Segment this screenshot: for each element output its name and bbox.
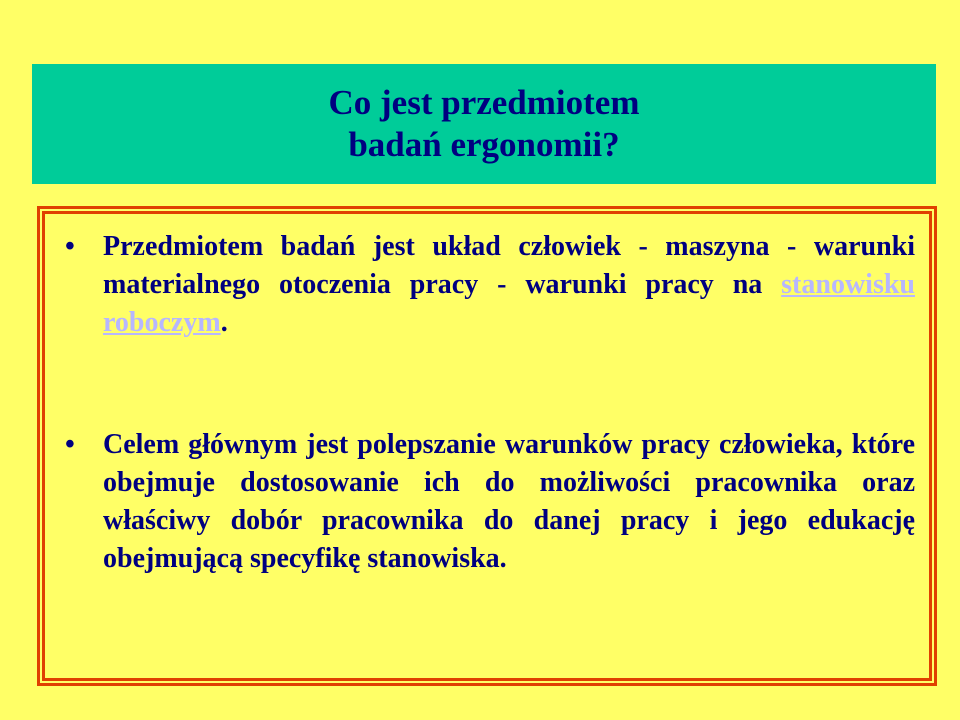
bullet-text-subject-end: . (220, 307, 228, 338)
title-band (32, 64, 936, 184)
content-frame (37, 206, 937, 686)
slide-title-line-1: Co jest przedmiotem (328, 83, 640, 122)
bullet-text-subject-main: Przedmiotem badań jest układ człowiek - maszyna - warunki materialnego otoczenia pracy - warunki pracy na (103, 231, 915, 300)
slide-title-line-2: badań ergonomii? (348, 125, 620, 164)
bullet-dot-icon: • (65, 231, 75, 262)
bullet-item-goal (65, 426, 915, 578)
bullet-dot-icon: • (65, 429, 75, 460)
bullet-text-subject (103, 228, 915, 342)
bullet-text-goal: Celem głównym jest polepszanie warunków pracy człowieka, które obejmuje dostosowanie ich do możliwości pracownika oraz właściwy dobór pracownika do danej pracy i jego edukację obejmującą specyfikę stanowiska. (103, 429, 915, 574)
bullet-item-subject (65, 228, 915, 342)
workstation-link[interactable]: stanowisku roboczym (103, 269, 915, 338)
